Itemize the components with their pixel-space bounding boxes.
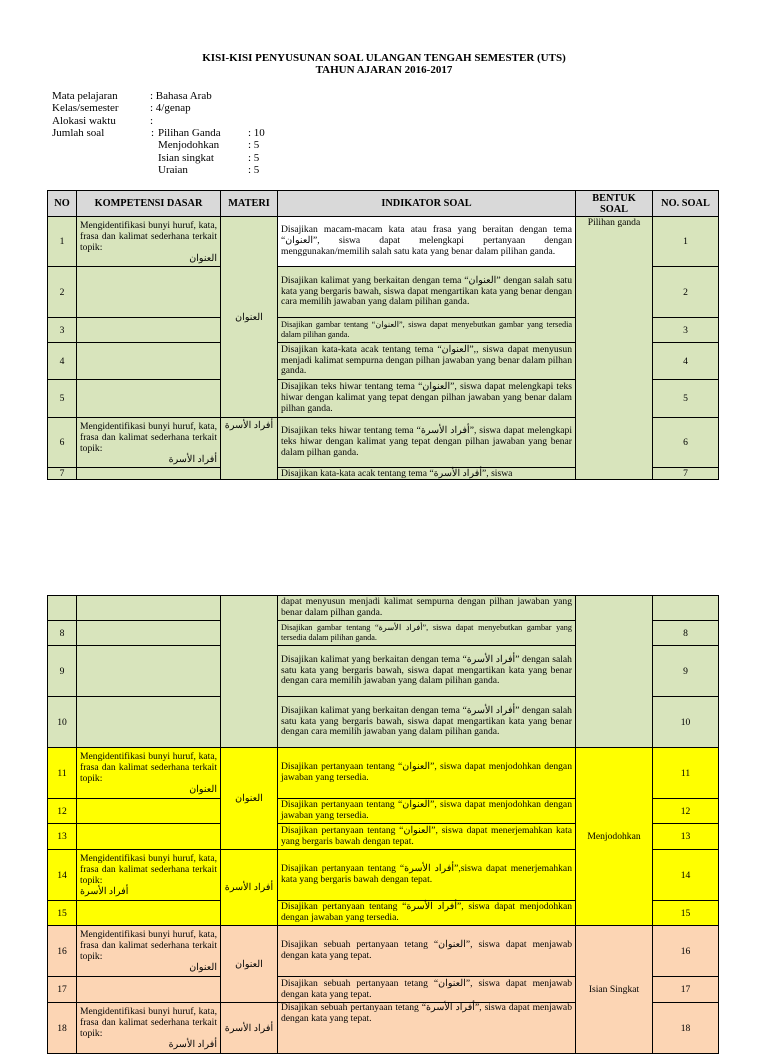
no-soal-cell: 3 — [653, 318, 719, 343]
row-number: 6 — [48, 418, 77, 468]
indikator-cell: Disajikan kata-kata acak tentang tema “أفراد الأسرة”, siswa — [278, 468, 576, 480]
kompetensi-dasar-cell — [77, 418, 221, 468]
metadata-block — [52, 90, 352, 180]
no-soal-cell: 10 — [653, 697, 719, 748]
no-soal-cell: 14 — [653, 850, 719, 901]
row-number: 10 — [48, 697, 77, 748]
alokasi-value: : — [150, 114, 154, 127]
no-soal-cell: 5 — [653, 380, 719, 418]
row-number: 15 — [48, 901, 77, 926]
document-title: KISI-KISI PENYUSUNAN SOAL ULANGAN TENGAH SEMESTER (UTS) — [202, 52, 566, 64]
materi-cell — [221, 596, 278, 748]
materi-cell: العنوان — [221, 217, 278, 418]
header-no: NO — [48, 191, 77, 217]
jumlah-mj-value: : 5 — [248, 139, 260, 152]
indikator-cell: Disajikan pertanyaan tentang “أفراد الأسرة”,siswa dapat menerjemahkan kata yang bergaris bawah dengan tepat. — [278, 850, 576, 901]
kd-topic: أفراد الأسرة — [168, 1039, 217, 1050]
materi-cell: أفراد الأسرة — [221, 1003, 278, 1054]
mapel-value: : Bahasa Arab — [150, 90, 212, 102]
header-no-soal: NO. SOAL — [653, 191, 719, 217]
kompetensi-dasar-cell — [77, 646, 221, 697]
header-materi: MATERI — [221, 191, 278, 217]
header-indikator-soal: INDIKATOR SOAL — [278, 191, 576, 217]
kompetensi-dasar-cell — [77, 977, 221, 1003]
kd-topic: العنوان — [189, 784, 217, 795]
kelas-label: Kelas/semester — [52, 102, 119, 115]
indikator-cell: Disajikan pertanyaan tentang “العنوان”, siswa dapat menjodohkan dengan jawaban yang tersedia. — [278, 748, 576, 799]
indikator-cell: Disajikan sebuah pertanyaan tetang “العنوان”, siswa dapat menjawab dengan kata yang tepat. — [278, 977, 576, 1003]
materi-cell: العنوان — [221, 748, 278, 850]
kd-topic: العنوان — [189, 252, 217, 264]
row-number: 1 — [48, 217, 77, 267]
no-soal-cell — [653, 596, 719, 621]
kd-text: Mengidentifikasi bunyi huruf, kata, frasa dan kalimat sederhana terkait topik: — [80, 1006, 217, 1039]
kompetensi-dasar-cell — [77, 468, 221, 480]
row-number: 18 — [48, 1003, 77, 1054]
row-number: 14 — [48, 850, 77, 901]
kd-topic: العنوان — [189, 962, 217, 973]
jumlah-is-value: : 5 — [248, 151, 260, 164]
kd-text: Mengidentifikasi bunyi huruf, kata, frasa dan kalimat sederhana terkait topik: — [80, 219, 217, 253]
kd-text: Mengidentifikasi bunyi huruf, kata, frasa dan kalimat sederhana terkait topik: — [80, 751, 217, 784]
no-soal-cell: 7 — [653, 468, 719, 480]
kompetensi-dasar-cell — [77, 1003, 221, 1054]
header-bentuk-soal: BENTUK SOAL — [576, 191, 653, 217]
jumlah-mj-label: Menjodohkan — [158, 139, 220, 152]
row-number: 13 — [48, 824, 77, 850]
kd-text: Mengidentifikasi bunyi huruf, kata, frasa dan kalimat sederhana terkait topik: — [80, 420, 217, 454]
row-number: 7 — [48, 468, 77, 480]
row-number: 17 — [48, 977, 77, 1003]
no-soal-cell: 13 — [653, 824, 719, 850]
no-soal-cell: 16 — [653, 926, 719, 977]
indikator-cell: dapat menyusun menjadi kalimat sempurna dengan pilhan jawaban yang benar dalam pilhan ganda. — [278, 596, 576, 621]
indikator-cell: Disajikan kata-kata acak tentang tema “العنوان”,, siswa dapat menyusun menjadi kalimat sempurna dengan pilhan jawaban yang benar dalam pilhan ganda. — [278, 343, 576, 380]
kd-text: Mengidentifikasi bunyi huruf, kata, frasa dan kalimat sederhana terkait topik: — [80, 929, 217, 962]
mapel-label: Mata pelajaran — [52, 90, 118, 102]
row-number: 11 — [48, 748, 77, 799]
jumlah-pg-label: Pilihan Ganda — [158, 126, 221, 139]
header-kompetensi-dasar: KOMPETENSI DASAR — [77, 191, 221, 217]
kompetensi-dasar-cell — [77, 799, 221, 824]
row-number: 3 — [48, 318, 77, 343]
materi-cell: أفراد الأسرة — [221, 850, 278, 926]
kd-text: Mengidentifikasi bunyi huruf, kata, frasa dan kalimat sederhana terkait topik: — [80, 853, 217, 886]
indikator-cell: Disajikan teks hiwar tentang tema “العنوان”, siswa dapat melengkapi teks hiwar dengan kalimat yang tepat dengan pilhan jawaban yang benar dalam pilhan ganda. — [278, 380, 576, 418]
indikator-cell: Disajikan sebuah pertanyaan tetang “أفراد الأسرة”, siswa dapat menjawab dengan kata yang tepat. — [278, 1003, 576, 1054]
row-number: 2 — [48, 267, 77, 318]
no-soal-cell: 17 — [653, 977, 719, 1003]
kd-topic: أفراد الأسرة — [168, 453, 217, 465]
no-soal-cell: 2 — [653, 267, 719, 318]
indikator-cell: Disajikan teks hiwar tentang tema “أفراد الأسرة”, siswa dapat melengkapi teks hiwar dengan kalimat yang tepat dengan pilhan jawaban yang benar dalam pilhan ganda. — [278, 418, 576, 468]
no-soal-cell: 9 — [653, 646, 719, 697]
document-subtitle: TAHUN AJARAN 2016-2017 — [315, 64, 453, 76]
row-number: 8 — [48, 621, 77, 646]
kisi-kisi-table-page1 — [47, 190, 719, 480]
indikator-cell: Disajikan pertanyaan tentang “العنوان”, siswa dapat menjodohkan dengan jawaban yang tersedia. — [278, 799, 576, 824]
indikator-cell: Disajikan gambar tentang “العنوان”, siswa dapat menyebutkan gambar yang tersedia dalam pilihan ganda. — [278, 318, 576, 343]
row-number — [48, 596, 77, 621]
materi-cell: العنوان — [221, 926, 278, 1003]
table-row — [48, 748, 719, 799]
indikator-cell: Disajikan kalimat yang berkaitan dengan tema “العنوان” dengan salah satu kata yang bergaris bawah, siswa dapat mengartikan kata yang benar dengan cara memilih jawaban yang dalam pilihan ganda. — [278, 267, 576, 318]
kompetensi-dasar-cell — [77, 318, 221, 343]
kelas-value: : 4/genap — [150, 102, 191, 115]
no-soal-cell: 15 — [653, 901, 719, 926]
no-soal-cell: 8 — [653, 621, 719, 646]
table-row — [48, 596, 719, 621]
no-soal-cell: 6 — [653, 418, 719, 468]
kompetensi-dasar-cell — [77, 267, 221, 318]
jumlah-is-label: Isian singkat — [158, 151, 214, 164]
no-soal-cell: 11 — [653, 748, 719, 799]
jumlah-label: Jumlah soal — [52, 126, 105, 139]
page2-region — [0, 595, 768, 1050]
kompetensi-dasar-cell — [77, 217, 221, 267]
kompetensi-dasar-cell — [77, 748, 221, 799]
indikator-cell: Disajikan kalimat yang berkaitan dengan tema “أفراد الأسرة” dengan salah satu kata yang bergaris bawah, siswa dapat mengartikan kata yang benar dengan cara memilih jawaban yang dalam pilihan ganda. — [278, 646, 576, 697]
jumlah-colon: : — [151, 126, 155, 139]
indikator-cell: Disajikan kalimat yang berkaitan dengan tema “أفراد الأسرة” dengan salah satu kata yang bergaris bawah, siswa dapat mengartikan kata yang benar dengan cara memilih jawaban yang dalam pilihan ganda. — [278, 697, 576, 748]
no-soal-cell: 12 — [653, 799, 719, 824]
indikator-cell: Disajikan sebuah pertanyaan tetang “العنوان”, siswa dapat menjawab dengan kata yang tepat. — [278, 926, 576, 977]
kompetensi-dasar-cell — [77, 850, 221, 901]
bentuk-soal-cell: Menjodohkan — [576, 748, 653, 926]
jumlah-pg-value: : 10 — [248, 126, 265, 139]
row-number: 4 — [48, 343, 77, 380]
kompetensi-dasar-cell — [77, 343, 221, 380]
indikator-cell: Disajikan gambar tentang “أفراد الأسرة”, siswa dapat menyebutkan gambar yang tersedia dalam pilihan ganda. — [278, 621, 576, 646]
table-row — [48, 926, 719, 977]
no-soal-cell: 1 — [653, 217, 719, 267]
row-number: 12 — [48, 799, 77, 824]
kompetensi-dasar-cell — [77, 824, 221, 850]
bentuk-soal-cell — [576, 596, 653, 748]
row-number: 9 — [48, 646, 77, 697]
indikator-cell: Disajikan pertanyaan tentang “أفراد الأسرة”, siswa dapat menjodohkan dengan jawaban yang tersedia. — [278, 901, 576, 926]
materi-cell: أفراد الأسرة — [221, 418, 278, 480]
kompetensi-dasar-cell — [77, 901, 221, 926]
bentuk-soal-cell: Isian Singkat — [576, 926, 653, 1054]
kisi-kisi-table-page2 — [47, 595, 719, 1054]
kompetensi-dasar-cell — [77, 596, 221, 621]
row-number: 16 — [48, 926, 77, 977]
kompetensi-dasar-cell — [77, 926, 221, 977]
no-soal-cell: 18 — [653, 1003, 719, 1054]
kompetensi-dasar-cell — [77, 380, 221, 418]
bentuk-soal-cell: Pilihan ganda — [576, 217, 653, 480]
row-number: 5 — [48, 380, 77, 418]
indikator-cell: Disajikan macam-macam kata atau frasa yang beraitan dengan tema “العنوان”, siswa dapat melengkapi pertanyaan dengan menggunakan/memilih salah satu kata yang benar dalam pilihan ganda. — [278, 217, 576, 267]
jumlah-ur-label: Uraian — [158, 163, 188, 176]
kd-topic: أفراد الأسرة — [80, 886, 129, 897]
table-row — [48, 217, 719, 267]
alokasi-label: Alokasi waktu — [52, 114, 116, 127]
indikator-cell: Disajikan pertanyaan tentang “العنوان”, siswa dapat menerjemahkan kata yang bergaris bawah dengan tepat. — [278, 824, 576, 850]
kompetensi-dasar-cell — [77, 697, 221, 748]
no-soal-cell: 4 — [653, 343, 719, 380]
jumlah-ur-value: : 5 — [248, 163, 260, 176]
kompetensi-dasar-cell — [77, 621, 221, 646]
